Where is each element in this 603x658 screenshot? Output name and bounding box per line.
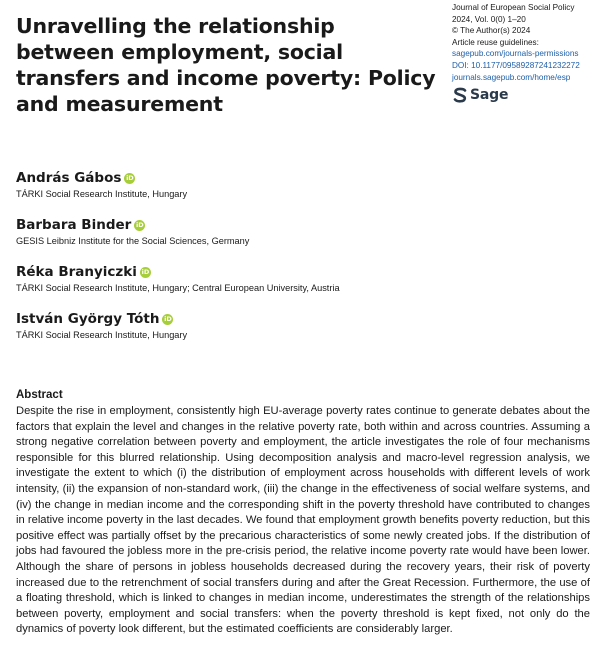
orcid-icon[interactable]: iD — [164, 315, 172, 323]
author-block — [16, 217, 249, 247]
orcid-icon[interactable]: iD — [141, 268, 150, 276]
article-title: Unravelling the relationship between employment, social transfers and income poverty: Policy and measurement — [16, 14, 436, 116]
author-affiliation: TÁRKI Social Research Institute, Hungary — [16, 189, 188, 199]
author-affiliation: GESIS Leibniz Institute for the Social Sciences, Germany — [16, 236, 250, 246]
orcid-icon[interactable]: iD — [136, 221, 144, 229]
journal-name: Journal of European Social Policy — [452, 3, 575, 12]
publisher-logo — [453, 87, 508, 103]
reuse-link[interactable]: sagepub.com/journals-permissions — [452, 49, 579, 59]
author-affiliation: TÁRKI Social Research Institute, Hungary; Central European University, Austria — [16, 283, 340, 293]
journal-issue: 2024, Vol. 0(0) 1–20 — [452, 14, 526, 24]
abstract-text: Despite the rise in employment, consistently high EU-average poverty rates continue to generate debates about the factors that explain the level and changes in the relative poverty rate, both within and across countries. Assuming a strong negative correlation between poverty and employment, the article investigates the role of four mechanisms responsible for this blurred relationship. Using decomposition analysis and macro-level regression analysis, we investigate the extent to which (i) the distribution of employment across households with different levels of work intensity, (ii) the expansion of non-standard work, (iii) the change in the effectiveness of social welfare systems, and (iv) the change in median income and the corresponding shift in the poverty threshold have contributed to changes in relative income poverty in the last decades. We found that employment growth benefits poverty reduction, but this positive effect was partially offset by the precarious characteristics of some newly created jobs. If the distribution of jobs had favoured the jobless more in the pre-crisis period, the relative income poverty rate would have been lower. Although the share of persons in jobless households decreased during the recovery years, their risk of poverty increased due to the retrenchment of social transfers during and after the Great Recession. Furthermore, the use of a floating threshold, which is linked to changes in median income, underestimates the strength of the relationships between poverty, employment and social transfers: when the poverty threshold is kept fixed, not only do the dynamics of poverty look different, but the estimated coefficients are considerably larger. — [16, 405, 590, 636]
journal-home-link[interactable]: journals.sagepub.com/home/esp — [452, 72, 571, 82]
orcid-icon[interactable]: iD — [126, 174, 134, 182]
author-name: Réka Branyiczki — [16, 264, 137, 280]
author-affiliation: TÁRKI Social Research Institute, Hungary — [16, 330, 188, 340]
reuse-label: Article reuse guidelines: — [452, 37, 539, 47]
sage-logo-icon — [453, 87, 467, 103]
abstract-heading: Abstract — [16, 389, 63, 401]
author-block — [16, 264, 340, 294]
author-name: Barbara Binder — [16, 217, 132, 233]
journal-meta — [452, 2, 602, 83]
author-name: István György Tóth — [16, 311, 160, 327]
doi-link[interactable]: DOI: 10.1177/09589287241232272 — [452, 60, 580, 70]
author-block — [16, 311, 187, 341]
publisher-name: Sage — [470, 87, 509, 103]
author-block — [16, 170, 187, 200]
author-name: András Gábos — [16, 170, 122, 186]
copyright: © The Author(s) 2024 — [452, 26, 531, 36]
